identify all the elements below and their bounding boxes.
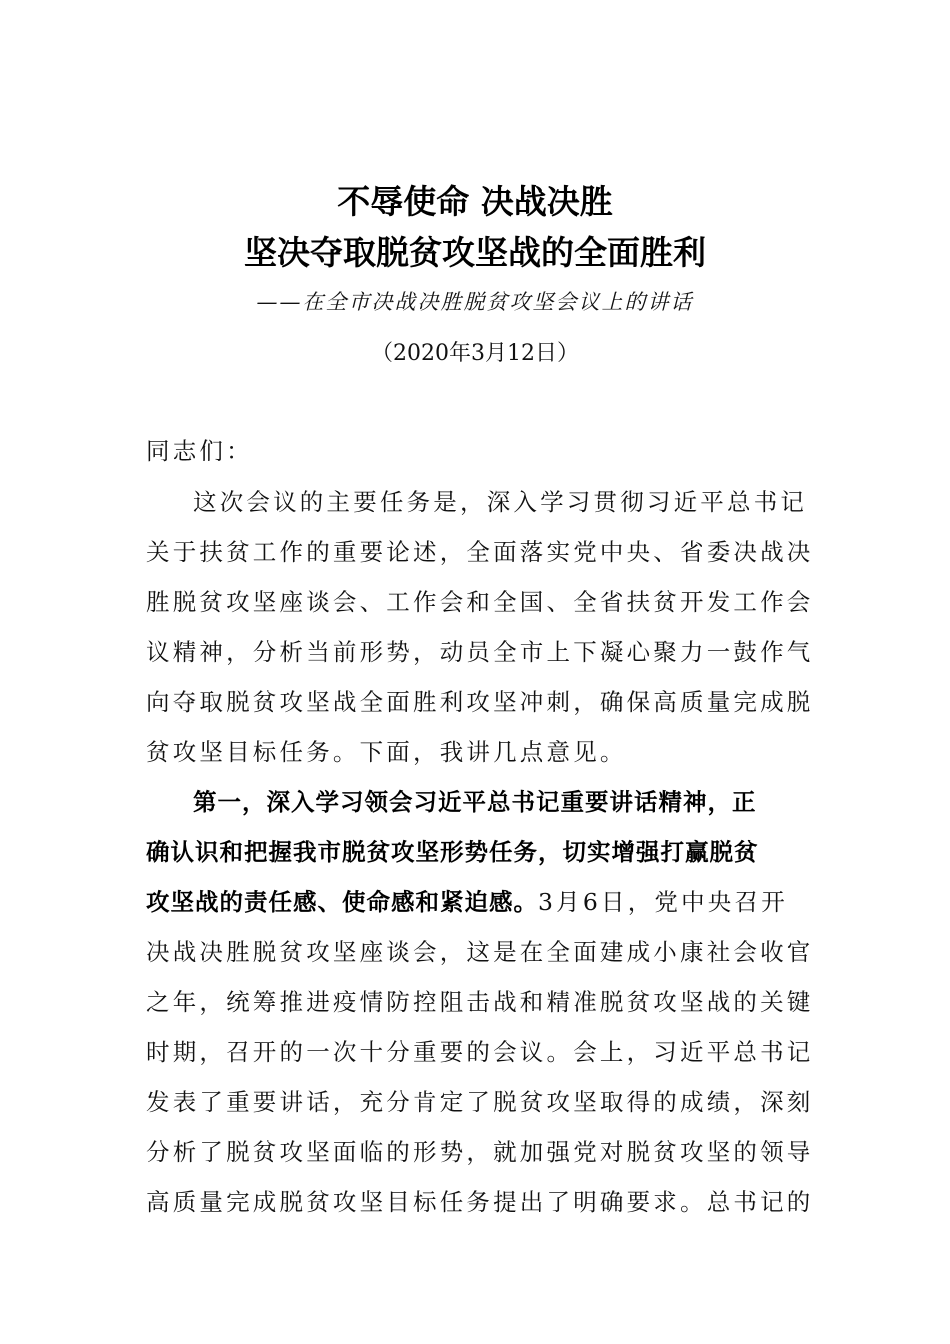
document-title-line-2: 坚决夺取脱贫攻坚战的全面胜利 [244,233,706,272]
paragraph-2-heading-line: 第一，深入学习领会习近平总书记重要讲话精神，正 [193,788,757,816]
paragraph-2-mixed-line [146,887,806,917]
paragraph-1-line: 关于扶贫工作的重要论述，全面落实党中央、省委决战决 [146,538,814,566]
paragraph-2-line: 决战决胜脱贫攻坚座谈会，这是在全面建成小康社会收官 [146,938,814,966]
paragraph-1-line: 议精神，分析当前形势，动员全市上下凝心聚力一鼓作气 [146,638,814,666]
paragraph-2-line: 时期，召开的一次十分重要的会议。会上，习近平总书记 [146,1038,814,1066]
paragraph-2-heading-end: 攻坚战的责任感、使命感和紧迫感。 [146,888,538,916]
paragraph-1-line: 这次会议的主要任务是，深入学习贯彻习近平总书记 [193,488,808,516]
paragraph-2-text-start: 3月6日，党中央召开 [538,888,788,916]
paragraph-2-heading-line: 确认识和把握我市脱贫攻坚形势任务，切实增强打赢脱贫 [146,838,759,866]
paragraph-1-line: 贫攻坚目标任务。下面，我讲几点意见。 [146,738,627,766]
document-title-line-1: 不辱使命 决战决胜 [337,182,613,221]
paragraph-2-line: 高质量完成脱贫攻坚目标任务提出了明确要求。总书记的 [146,1188,814,1216]
paragraph-1-line: 胜脱贫攻坚座谈会、工作会和全国、全省扶贫开发工作会 [146,588,814,616]
paragraph-2-line: 之年，统筹推进疫情防控阻击战和精准脱贫攻坚战的关键 [146,988,814,1016]
greeting: 同志们： [146,437,253,465]
paragraph-2-line: 分析了脱贫攻坚面临的形势，就加强党对脱贫攻坚的领导 [146,1138,814,1166]
document-date: （2020年3月12日） [371,341,579,366]
document-subtitle: ——在全市决战决胜脱贫攻坚会议上的讲话 [256,290,694,314]
paragraph-1-line: 向夺取脱贫攻坚战全面胜利攻坚冲刺，确保高质量完成脱 [146,688,814,716]
paragraph-2-line: 发表了重要讲话，充分肯定了脱贫攻坚取得的成绩，深刻 [146,1088,814,1116]
